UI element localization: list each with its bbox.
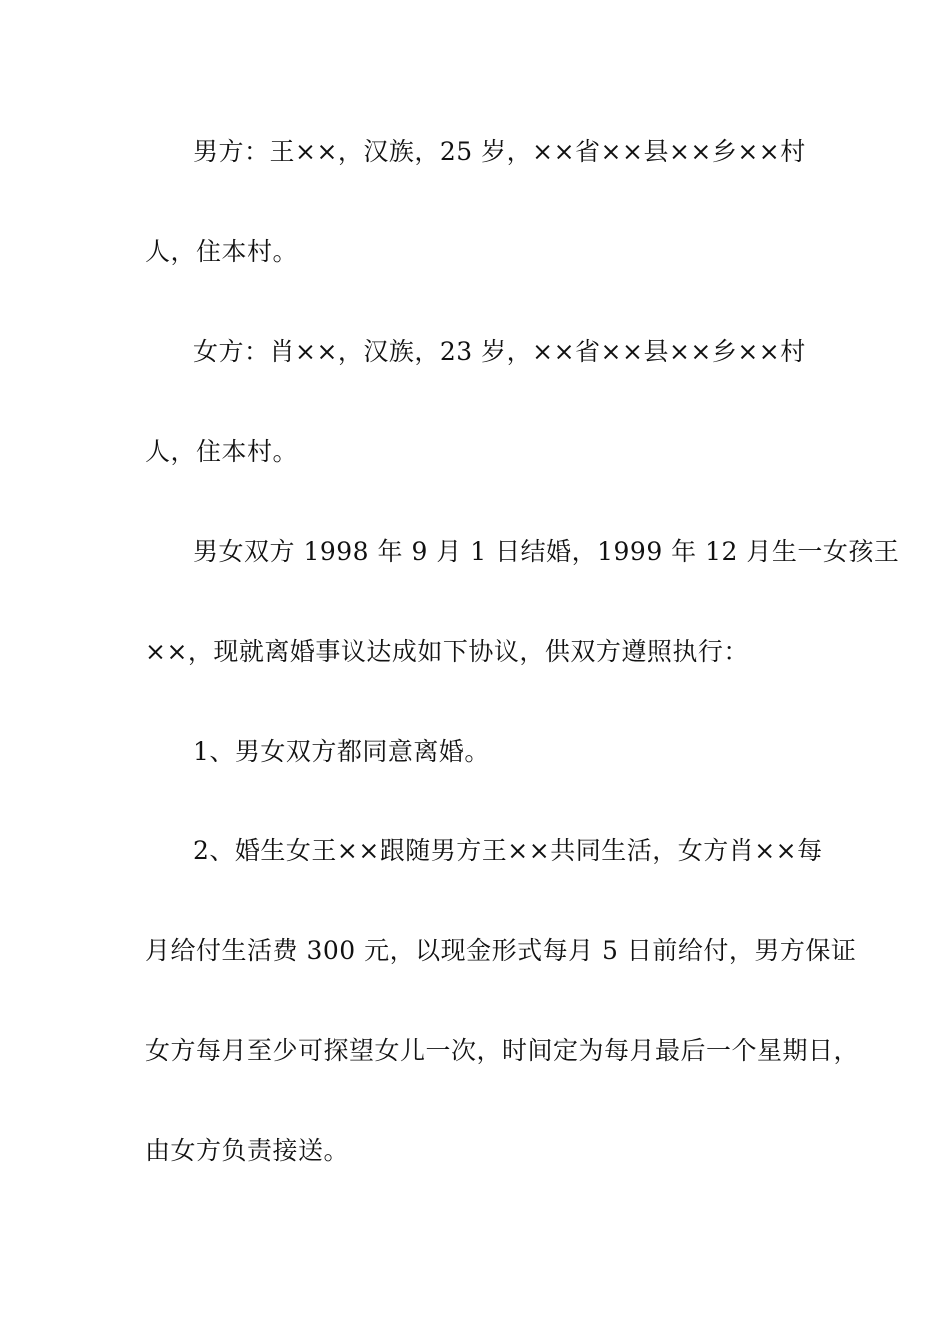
paragraph-marriage-line-2: ××，现就离婚事议达成如下协议，供双方遵照执行： xyxy=(145,637,749,666)
paragraph-female-party-line-2: 人，住本村。 xyxy=(145,437,299,466)
paragraph-marriage-line-1: 男女双方 1998 年 9 月 1 日结婚，1999 年 12 月生一女孩王 xyxy=(193,537,900,566)
paragraph-female-party-line-1: 女方：肖××，汉族，23 岁，××省××县××乡××村 xyxy=(193,337,806,366)
paragraph-male-party-line-2: 人，住本村。 xyxy=(145,237,299,266)
clause-2-line-4: 由女方负责接送。 xyxy=(145,1136,350,1165)
clause-2-line-1: 2、婚生女王××跟随男方王××共同生活，女方肖××每 xyxy=(193,836,823,865)
clause-2-line-3: 女方每月至少可探望女儿一次，时间定为每月最后一个星期日， xyxy=(145,1036,860,1065)
paragraph-male-party-line-1: 男方：王××，汉族，25 岁，××省××县××乡××村 xyxy=(193,137,806,166)
clause-2-line-2: 月给付生活费 300 元，以现金形式每月 5 日前给付，男方保证 xyxy=(145,936,857,965)
clause-1: 1、男女双方都同意离婚。 xyxy=(193,737,490,766)
